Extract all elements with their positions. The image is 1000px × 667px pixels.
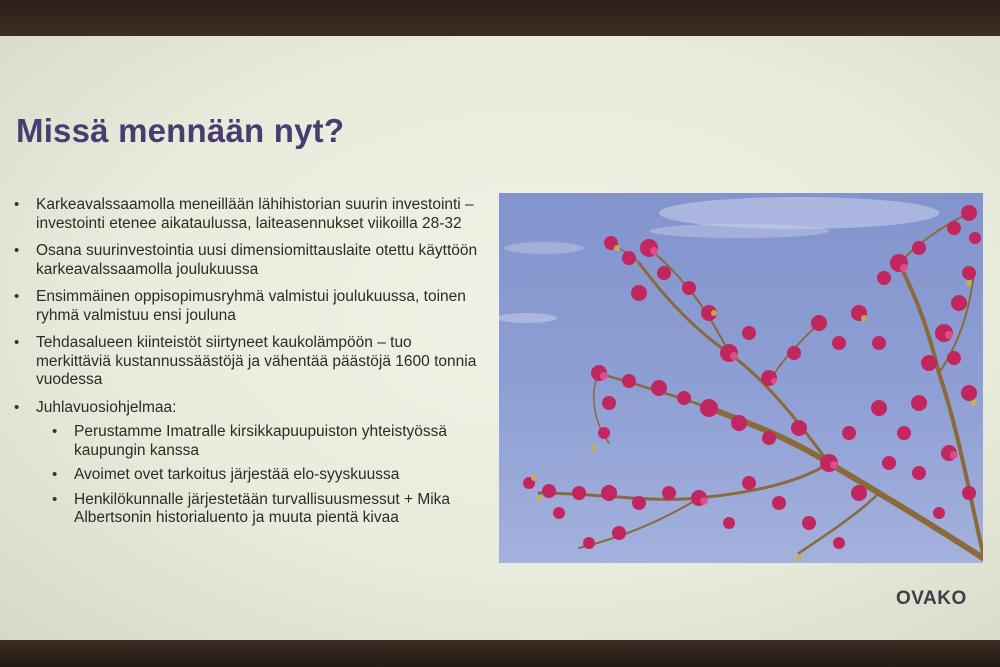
bullet-item: • Ensimmäinen oppisopimusryhmä valmistui joulukuussa, toinen ryhmä valmistuu ensi jouluna [14, 288, 466, 324]
bullet-item: • Juhlavuosiohjelmaa: • Perustamme Imatralle kirsikkapuupuiston yhteistyössä kaupungin kanssa • Avoimet ovet tarkoitus järjestää elo-syyskuussa • Henkilökunnalle järjestetään turvallisuusmessut + Mika Albertsonin historialuento ja muuta pientä kivaa [12, 399, 482, 528]
projector-screen-bottom-edge [0, 640, 1000, 667]
projector-screen-top-edge [0, 0, 1000, 36]
sub-bullet-item: • Avoimet ovet tarkoitus järjestää elo-syyskuussa [52, 466, 400, 483]
sub-bullet-item: • Henkilökunnalle järjestetään turvallisuusmessut + Mika Albertsonin historialuento ja muuta pientä kivaa [52, 490, 451, 526]
bullet-icon: • [52, 490, 58, 508]
sub-bullet-list [36, 423, 482, 528]
bullet-list [12, 196, 482, 537]
bullet-item: • Tehdasalueen kiinteistöt siirtyneet kaukolämpöön – tuo merkittäviä kustannussäästöjä ja vähentää päästöjä 1600 tonnia vuodessa [14, 334, 477, 388]
sub-bullet-item: • Perustamme Imatralle kirsikkapuupuiston yhteistyössä kaupungin kanssa [52, 423, 448, 459]
slide-title: Missä mennään nyt? [16, 112, 345, 149]
bullet-icon: • [14, 242, 20, 259]
bullet-icon: • [14, 196, 20, 213]
bullet-icon: • [52, 423, 58, 440]
cherry-blossom-illustration [499, 193, 983, 563]
bullet-icon: • [14, 334, 20, 351]
presentation-slide [0, 36, 1000, 640]
bullet-icon: • [14, 288, 20, 305]
bullet-icon: • [14, 398, 20, 416]
bullet-item: • Karkeavalssaamolla meneillään lähihistorian suurin investointi – investointi etenee aikataulussa, laiteasennukset viikoilla 28-32 [14, 196, 474, 232]
bullet-icon: • [52, 466, 58, 483]
cherry-blossom-photo [499, 193, 983, 563]
bullet-item: • Osana suurinvestointia uusi dimensiomittauslaite otettu käyttöön karkeavalssaamolla joulukuussa [14, 242, 478, 278]
ovako-logo: OVAKO [896, 588, 967, 609]
